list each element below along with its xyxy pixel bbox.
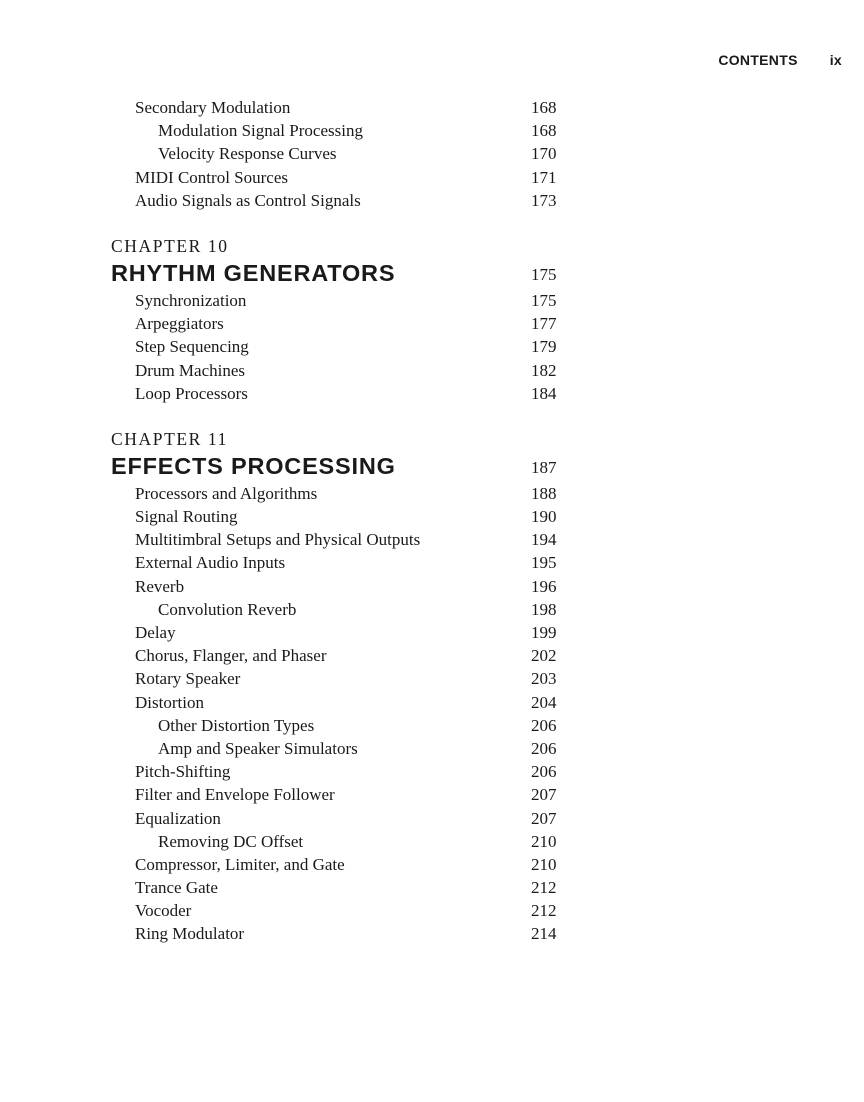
toc-entry[interactable] <box>0 289 864 312</box>
toc-entry-page-number: 175 <box>531 290 557 310</box>
running-head <box>718 52 842 68</box>
toc-entry[interactable] <box>0 667 864 690</box>
toc-entry-page-number: 195 <box>531 553 557 573</box>
toc-entry[interactable] <box>0 807 864 830</box>
toc-entry-page-number: 212 <box>531 901 557 921</box>
toc-entry[interactable] <box>0 96 864 119</box>
toc-entry-page-number: 194 <box>531 530 557 550</box>
toc-entry-title: Modulation Signal Processing <box>158 121 363 141</box>
toc-entry-title: Drum Machines <box>135 360 246 380</box>
toc-entry[interactable] <box>0 551 864 574</box>
toc-entry-title: Vocoder <box>135 901 192 921</box>
toc-entry[interactable] <box>0 359 864 382</box>
toc-entry[interactable] <box>0 644 864 667</box>
toc-entry-page-number: 210 <box>531 831 557 851</box>
toc-entry-page-number: 182 <box>531 360 557 380</box>
toc-entry-title: Arpeggiators <box>135 314 224 334</box>
toc-entry-title: Secondary Modulation <box>135 98 291 117</box>
chapter-page-number: 187 <box>531 457 557 477</box>
chapter-list <box>0 234 864 946</box>
table-of-contents <box>0 96 864 946</box>
toc-subentry[interactable] <box>0 830 864 853</box>
toc-entry-page-number: 202 <box>531 646 557 666</box>
chapter-heading[interactable] <box>0 451 864 482</box>
toc-entry-page-number: 188 <box>531 483 557 503</box>
toc-entry-title: Removing DC Offset <box>158 831 304 851</box>
toc-entry-title: Signal Routing <box>135 507 238 527</box>
running-head-page-number: ix <box>829 52 842 68</box>
toc-entry[interactable] <box>0 482 864 505</box>
toc-entry-page-number: 210 <box>531 854 557 874</box>
chapter-page-number: 175 <box>531 264 557 284</box>
toc-entry-title: Distortion <box>135 692 204 712</box>
toc-entry[interactable] <box>0 312 864 335</box>
toc-entry[interactable] <box>0 853 864 876</box>
chapter-block <box>0 234 864 405</box>
toc-entry-title: Synchronization <box>135 290 247 310</box>
toc-entry[interactable] <box>0 621 864 644</box>
toc-entry-page-number: 214 <box>531 924 557 944</box>
toc-entry-page-number: 212 <box>531 878 557 898</box>
chapter-label: CHAPTER 11 <box>111 428 228 449</box>
toc-entry-title: Convolution Reverb <box>158 599 297 619</box>
toc-entry-title: Velocity Response Curves <box>158 144 337 164</box>
toc-entry[interactable] <box>0 382 864 405</box>
chapter-title: EFFECTS PROCESSING <box>111 452 396 479</box>
toc-entry-page-number: 179 <box>531 337 557 357</box>
toc-entry-page-number: 190 <box>531 507 557 527</box>
toc-entry-title: Reverb <box>135 576 185 596</box>
toc-entry[interactable] <box>0 575 864 598</box>
toc-entry-page-number: 184 <box>531 383 557 403</box>
toc-entry[interactable] <box>0 760 864 783</box>
running-head-label: CONTENTS <box>718 52 798 68</box>
toc-entry-page-number: 177 <box>531 314 557 334</box>
toc-entry-title: Rotary Speaker <box>135 669 241 689</box>
toc-entry[interactable] <box>0 899 864 922</box>
chapter-title: RHYTHM GENERATORS <box>111 259 396 286</box>
toc-entry-page-number: 171 <box>531 167 557 187</box>
toc-entry-title: Audio Signals as Control Signals <box>135 190 361 210</box>
toc-entry-title: Delay <box>135 623 176 642</box>
toc-entry-title: Multitimbral Setups and Physical Outputs <box>135 530 421 550</box>
toc-entry[interactable] <box>0 922 864 945</box>
toc-entry-page-number: 206 <box>531 715 557 735</box>
chapter-label: CHAPTER 10 <box>111 235 229 256</box>
toc-entry-title: Chorus, Flanger, and Phaser <box>135 646 327 666</box>
toc-entry-title: Loop Processors <box>135 383 248 403</box>
toc-entry[interactable] <box>0 505 864 528</box>
toc-subentry[interactable] <box>0 142 864 165</box>
toc-entry-page-number: 206 <box>531 738 557 758</box>
toc-entry-page-number: 198 <box>531 599 557 619</box>
toc-entry-title: External Audio Inputs <box>135 553 286 573</box>
toc-entry-page-number: 207 <box>531 808 557 828</box>
toc-entry-page-number: 168 <box>531 98 557 117</box>
toc-entry[interactable] <box>0 783 864 806</box>
toc-entry-title: Compressor, Limiter, and Gate <box>135 854 345 874</box>
toc-entry-title: Equalization <box>135 808 221 828</box>
toc-entry-title: Filter and Envelope Follower <box>135 785 335 805</box>
toc-subentry[interactable] <box>0 737 864 760</box>
toc-entry-page-number: 204 <box>531 692 557 712</box>
toc-subentry[interactable] <box>0 714 864 737</box>
toc-subentry[interactable] <box>0 119 864 142</box>
toc-entry[interactable] <box>0 335 864 358</box>
chapter-heading[interactable] <box>0 258 864 289</box>
toc-entry-page-number: 203 <box>531 669 557 689</box>
toc-entry-title: Pitch-Shifting <box>135 762 231 782</box>
toc-entry-page-number: 196 <box>531 576 557 596</box>
toc-entry[interactable] <box>0 166 864 189</box>
toc-entry[interactable] <box>0 876 864 899</box>
toc-entry-page-number: 199 <box>531 623 557 642</box>
toc-entry-title: Amp and Speaker Simulators <box>158 738 358 758</box>
toc-entry-page-number: 170 <box>531 144 557 164</box>
toc-entry-page-number: 173 <box>531 190 557 210</box>
toc-entry-page-number: 206 <box>531 762 557 782</box>
toc-entry[interactable] <box>0 691 864 714</box>
toc-entry-title: Step Sequencing <box>135 337 249 357</box>
toc-subentry[interactable] <box>0 598 864 621</box>
toc-entry-title: Other Distortion Types <box>158 715 315 735</box>
toc-entry-title: Processors and Algorithms <box>135 483 318 503</box>
toc-entry-page-number: 168 <box>531 121 557 141</box>
continued-entries <box>0 96 864 212</box>
toc-entry[interactable] <box>0 189 864 212</box>
toc-entry-title: Trance Gate <box>135 878 218 898</box>
toc-entry-page-number: 207 <box>531 785 557 805</box>
toc-entry-title: MIDI Control Sources <box>135 167 288 187</box>
chapter-block <box>0 427 864 946</box>
toc-entry-title: Ring Modulator <box>135 924 245 944</box>
toc-entry[interactable] <box>0 528 864 551</box>
